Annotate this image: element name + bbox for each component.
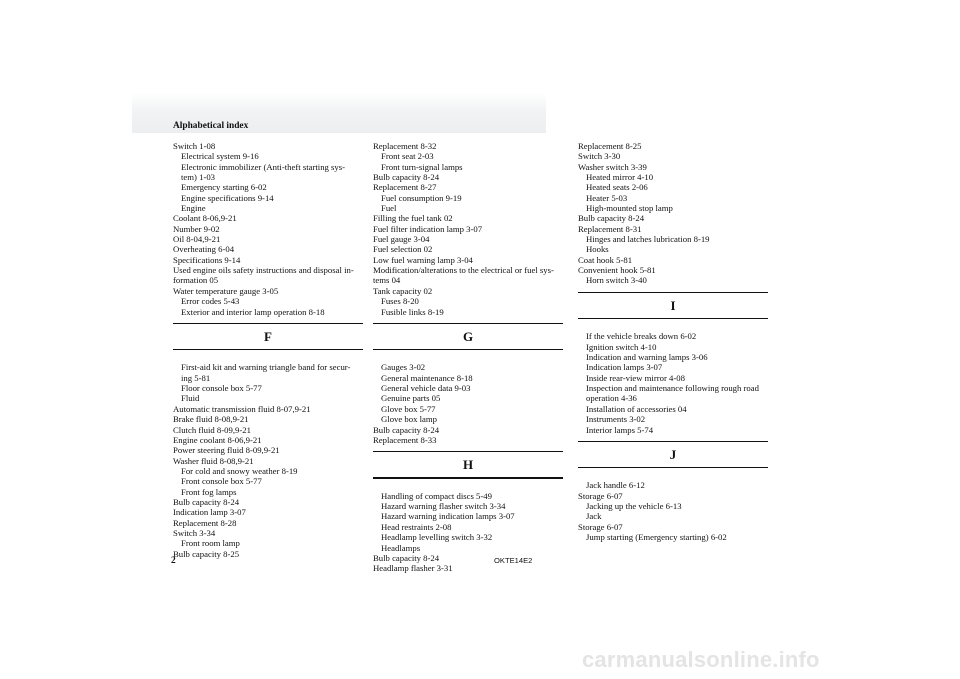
index-column-1 <box>173 141 373 559</box>
document-code: OKTE14E2 <box>494 556 533 565</box>
index-entry: Error codes 5-43 <box>181 296 240 307</box>
index-entry: First-aid kit and warning triangle band for secur- <box>181 362 351 373</box>
index-entry: Heated seats 2-06 <box>586 182 648 193</box>
index-entry: Genuine parts 05 <box>381 393 441 404</box>
index-entry: tems 04 <box>373 275 401 286</box>
index-entry: Used engine oils safety instructions and disposal in- <box>173 265 354 276</box>
index-entry: Replacement 8-33 <box>373 434 437 445</box>
index-entry: Ignition switch 4-10 <box>586 341 657 352</box>
index-entry: For cold and snowy weather 8-19 <box>181 465 298 476</box>
index-entry: Indication lamp 3-07 <box>173 507 246 518</box>
index-entry: Oil 8-04,9-21 <box>173 234 221 245</box>
index-entry: Electronic immobilizer (Anti-theft starting sys- <box>181 161 346 172</box>
letter-heading: J <box>669 447 677 463</box>
index-entry: Hazard warning flasher switch 3-34 <box>381 501 506 512</box>
index-entry: Handling of compact discs 5-49 <box>381 490 492 501</box>
index-entry: Interior lamps 5-74 <box>586 424 654 435</box>
index-entry: Indication and warning lamps 3-06 <box>586 352 708 363</box>
index-entry: Fluid <box>181 393 200 404</box>
index-entry: Indication lamps 3-07 <box>586 362 663 373</box>
index-column-2 <box>373 141 573 574</box>
index-entry: operation 4-36 <box>586 393 637 404</box>
index-entry: Fuel <box>381 203 397 214</box>
index-entry: Storage 6-07 <box>578 490 623 501</box>
section-rule <box>578 292 768 293</box>
index-entry: Glove box lamp <box>381 414 437 425</box>
index-entry: Installation of accessories 04 <box>586 403 687 414</box>
index-entry: ing 5-81 <box>181 372 211 383</box>
index-entry: Headlamp flasher 3-31 <box>373 563 453 574</box>
index-entry: Bulb capacity 8-24 <box>373 172 440 183</box>
letter-heading: F <box>264 329 272 345</box>
letter-heading: H <box>462 457 474 473</box>
index-column-3 <box>578 141 778 543</box>
index-entry: Front fog lamps <box>181 486 237 497</box>
index-entry: Electrical system 9-16 <box>181 151 259 162</box>
index-entry: Replacement 8-25 <box>578 141 642 151</box>
section-rule <box>173 323 363 324</box>
index-entry: Convenient hook 5-81 <box>578 265 656 276</box>
index-entry: tem) 1-03 <box>181 172 216 183</box>
section-rule <box>373 477 563 478</box>
letter-heading: I <box>670 298 676 314</box>
letter-section <box>578 292 778 320</box>
index-entry: Automatic transmission fluid 8-07,9-21 <box>173 403 311 414</box>
page-title: Alphabetical index <box>173 121 249 131</box>
index-entry: Heater 5-03 <box>586 192 628 203</box>
index-entry: Hooks <box>586 244 609 255</box>
index-entry: Gauges 3-02 <box>381 362 426 373</box>
index-entry: Storage 6-07 <box>578 521 623 532</box>
index-entry: Modification/alterations to the electrical or fuel sys- <box>373 265 554 276</box>
section-rule <box>173 349 363 350</box>
index-entry: Front turn-signal lamps <box>381 161 463 172</box>
index-entry: formation 05 <box>173 275 219 286</box>
letter-heading: G <box>462 329 474 345</box>
index-entry: Tank capacity 02 <box>373 285 433 296</box>
index-entry: Glove box 5-77 <box>381 403 436 414</box>
index-entry: Engine coolant 8-06,9-21 <box>173 434 262 445</box>
section-rule <box>578 441 768 442</box>
index-entry: Power steering fluid 8-09,9-21 <box>173 445 280 456</box>
index-entry: Jack <box>586 511 602 522</box>
index-entry: Bulb capacity 8-24 <box>373 424 440 435</box>
index-entry: General vehicle data 9-03 <box>381 383 471 394</box>
index-entry: Inspection and maintenance following rough road <box>586 383 759 394</box>
index-entry: Low fuel warning lamp 3-04 <box>373 254 473 265</box>
index-entry: Bulb capacity 8-24 <box>173 496 240 507</box>
index-entry: Jacking up the vehicle 6-13 <box>586 501 682 512</box>
index-entry: Instruments 3-02 <box>586 414 646 425</box>
index-entry: Bulb capacity 8-24 <box>578 213 645 224</box>
page-number: 2 <box>171 556 176 566</box>
index-entry: Switch 3-34 <box>173 527 216 538</box>
index-entry: Bulb capacity 8-24 <box>373 552 440 563</box>
index-entry: Front console box 5-77 <box>181 476 262 487</box>
index-entry: Number 9-02 <box>173 223 220 234</box>
index-entry: Washer switch 3-39 <box>578 161 647 172</box>
index-entry: Emergency starting 6-02 <box>181 182 267 193</box>
letter-section <box>373 323 573 351</box>
index-entry: Fuel consumption 9-19 <box>381 192 462 203</box>
index-entry: Replacement 8-31 <box>578 223 642 234</box>
index-entry: Switch 3-30 <box>578 151 621 162</box>
index-entry: Bulb capacity 8-25 <box>173 548 240 559</box>
letter-section <box>578 441 778 469</box>
index-entry: Fuel gauge 3-04 <box>373 234 430 245</box>
watermark-text: carmanualsonline.info <box>582 647 820 672</box>
index-entry: Front room lamp <box>181 538 240 549</box>
index-entry: Clutch fluid 8-09,9-21 <box>173 424 251 435</box>
index-entry: Fuel filter indication lamp 3-07 <box>373 223 483 234</box>
index-entry: Specifications 9-14 <box>173 254 241 265</box>
index-entry: Engine specifications 9-14 <box>181 192 274 203</box>
index-entry: Hinges and latches lubrication 8-19 <box>586 234 710 245</box>
section-rule <box>373 349 563 350</box>
index-entry: Replacement 8-32 <box>373 141 437 151</box>
index-entry: Water temperature gauge 3-05 <box>173 285 279 296</box>
index-entry: Replacement 8-28 <box>173 517 237 528</box>
section-rule <box>578 318 768 319</box>
index-entry: Overheating 6-04 <box>173 244 235 255</box>
index-entry: Front seat 2-03 <box>381 151 434 162</box>
index-entry: Inside rear-view mirror 4-08 <box>586 372 685 383</box>
index-entry: Headlamps <box>381 542 421 553</box>
index-entry: Heated mirror 4-10 <box>586 172 654 183</box>
letter-section <box>373 451 573 479</box>
index-entry: Head restraints 2-08 <box>381 521 452 532</box>
index-entry: High-mounted stop lamp <box>586 203 673 214</box>
index-entry: Fusible links 8-19 <box>381 306 444 317</box>
index-entry: Replacement 8-27 <box>373 182 437 193</box>
letter-section <box>173 323 373 351</box>
index-entry: General maintenance 8-18 <box>381 372 473 383</box>
index-entry: Brake fluid 8-08,9-21 <box>173 414 249 425</box>
index-entry: Horn switch 3-40 <box>586 275 647 286</box>
index-entry: Floor console box 5-77 <box>181 383 262 394</box>
index-entry: Headlamp levelling switch 3-32 <box>381 532 493 543</box>
index-entry: Exterior and interior lamp operation 8-18 <box>181 306 325 317</box>
index-entry: Switch 1-08 <box>173 141 216 151</box>
section-rule <box>373 323 563 324</box>
section-rule <box>373 451 563 452</box>
index-entry: Coolant 8-06,9-21 <box>173 213 237 224</box>
index-entry: If the vehicle breaks down 6-02 <box>586 331 697 342</box>
index-entry: Fuses 8-20 <box>381 296 419 307</box>
index-entry: Jump starting (Emergency starting) 6-02 <box>586 532 727 543</box>
index-entry: Coat hook 5-81 <box>578 254 633 265</box>
index-entry: Hazard warning indication lamps 3-07 <box>381 511 515 522</box>
index-entry: Washer fluid 8-08,9-21 <box>173 455 254 466</box>
section-rule <box>578 467 768 468</box>
index-entry: Filling the fuel tank 02 <box>373 213 453 224</box>
index-entry: Fuel selection 02 <box>373 244 433 255</box>
index-entry: Engine <box>181 203 206 214</box>
index-entry: Jack handle 6-12 <box>586 480 645 491</box>
